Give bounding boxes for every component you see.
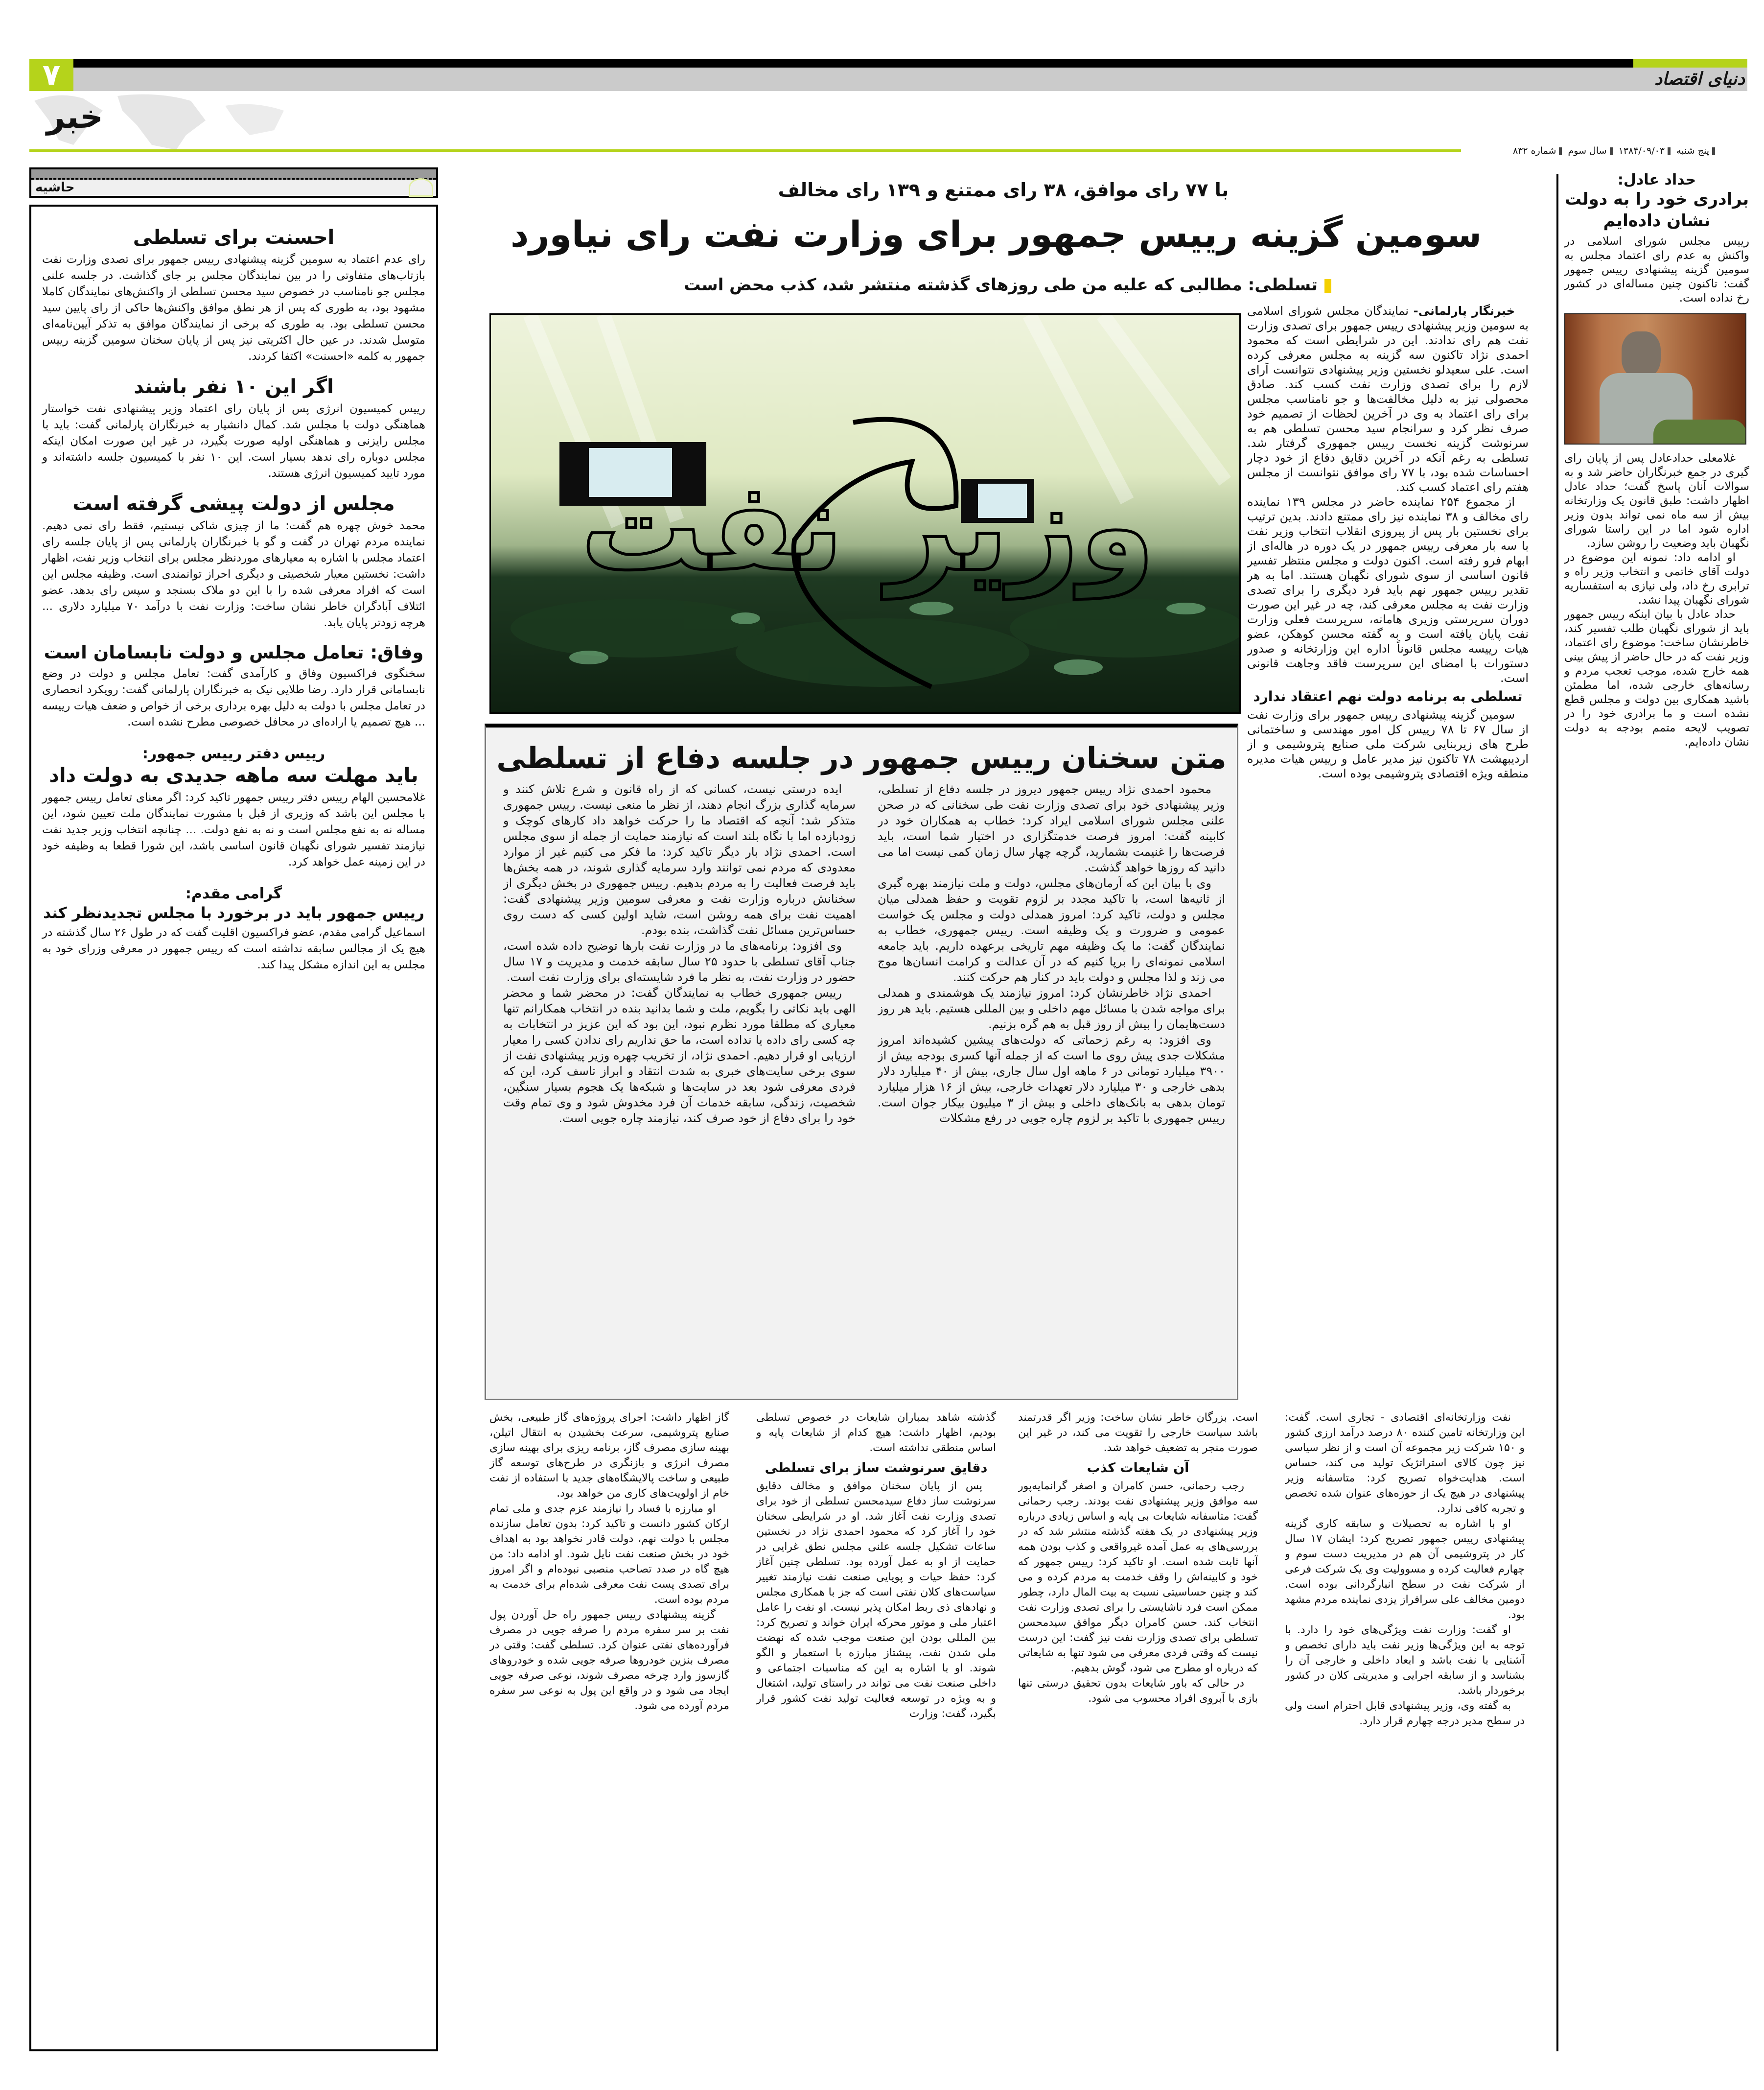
speech-paragraph: رییس جمهوری خطاب به نمایندگان گفت: در محضر شما و محضر الهی باید نکاتی را بگویم، ملت و شما بدانید بنده در انتخاب همکارانم تنها معیاری که مطلقا مورد نظرم نبود، این بود که این عزیز در انتخابات به چه کسی رای داده یا نداده است، ما حق نداریم رای ندادن کسی را معیار ارزیابی او قرار دهیم. احمدی نژاد، از تخریب چهره وزیر پیشنهادی نفت از سوی برخی سایت‌های خبری به شدت انتقاد و ابراز تاسف کرد، این که فردی معرفی شود بعد در سایت‌ها و شبکه‌ها یک هجوم بسیار سنگین، شخصیت، زندگی، سابقه خدمات آن فرد مخدوش شود و وی تمام وقت خود را برای دفاع از خود صرف کند، نیازمند چاره جویی است. — [503, 986, 856, 1125]
note-title: اگر این ۱۰ نفر باشند — [134, 376, 334, 398]
main-article-column — [1247, 304, 1529, 1400]
volume: سال سوم — [1568, 145, 1607, 156]
story-title: برادری خود را به دولت نشان داده‌ایم — [1564, 189, 1749, 231]
note-kicker: رییس دفتر رییس جمهور: — [142, 745, 325, 762]
right-sidebar-story — [1564, 171, 1749, 2051]
story-paragraph: حداد عادل با بیان اینکه رییس جمهور باید از شورای نگهبان طلب تفسیر کند، خاطرنشان ساخت: موضوع رای اعتماد، وزیر نفت که در حال حاضر از پیش بینی همه خارج شده، موجب تعجب مردم و رسانه‌های خارجی شده، اما مطمئن باشید همکاری بین دولت و مجلس قطع نشده است و ما برادری خود را در تصویب لایحه متمم بودجه به دولت نشان داده‌ایم. — [1564, 608, 1749, 749]
article-paragraph: است. بزرگان خاطر نشان ساخت: وزیر اگر قدرتمند باشد سیاست خارجی را تقویت می کند، در غیر این صورت منجر به تضعیف خواهد شد. — [1018, 1411, 1258, 1454]
dateline — [1463, 144, 1718, 158]
subhead-text: تسلطی: مطالبی که علیه من طی روزهای گذشته منتشر شد، کذب محض است — [684, 275, 1318, 295]
article-paragraph: سومین گزینه پیشنهادی رییس جمهور برای وزارت نفت از سال ۶۷ تا ۷۸ رییس کل امور مهندسی و ساختمانی طرح های زیربنایی شرکت ملی صنایع پتروشیمی و از اردیبهشت ۷۸ تاکنون نیز مدیر عامل و رییس هیات مدیره منطقه ویژه اقتصادی پتروشیمی بوده است. — [1247, 708, 1529, 780]
note-title: وفاق: تعامل مجلس و دولت نابسامان است — [44, 642, 424, 663]
story-intro: رییس مجلس شورای اسلامی در واکنش به عدم رای اعتماد مجلس به سومین گزینه پیشنهادی رییس جمهور گفت: تاکنون چنین مساله‌ای در کشور رخ نداده است. — [1564, 235, 1749, 305]
page-number: ۷ — [29, 59, 73, 91]
note-text: اسماعیل گرامی مقدم، عضو فراکسیون اقلیت گفت که در طول ۲۶ سال گذشته در هیچ یک از مجالس سابقه نداشته است که رییس جمهور در معرفی وزرای خود به مجلس به این اندازه مشکل پیدا کند. — [42, 926, 426, 971]
date-day: پنج شنبه — [1676, 145, 1709, 156]
lower-column-2 — [1018, 1410, 1258, 2051]
speech-box-title: متن سخنان رییس جمهور در جلسه دفاع از تسلطی — [496, 741, 1227, 775]
section-title: خبر — [46, 98, 103, 136]
note-title: باید مهلت سه ماهه جدیدی به دولت داد — [49, 764, 418, 787]
article-subheading: دقایق سرنوشت ساز برای تسلطی — [765, 1460, 988, 1476]
article-paragraph: گذشته شاهد بمباران شایعات در خصوص تسلطی بودیم، اظهار داشت: هیچ کدام از شایعات پایه و اساس منطقی نداشته است. — [756, 1411, 996, 1454]
lower-column-4 — [489, 1410, 729, 2051]
note-text: غلامحسین الهام رییس دفتر رییس جمهور تاکید کرد: اگر معنای تعامل رییس جمهور با مجلس این باشد که وزیری از قبل با مشورت نمایندگان ملت تعیین شود، این مساله نه به نفع مجلس است و نه به نفع دولت. ... چنانچه انتخاب وزیر جدید نفت نیازمند تفسیر شورای نگهبان قانون اساسی باشد، این شورا قطعا به وظیفه خود در این زمینه عمل خواهد کرد. — [42, 791, 425, 869]
story-kicker: حداد عادل: — [1617, 171, 1696, 188]
header-bar — [73, 59, 1633, 68]
speech-paragraph: محمود احمدی نژاد رییس جمهور دیروز در جلسه دفاع از تسلطی، وزیر پیشنهادی خود برای تصدی وزارت نفت طی سخنانی که در صحن علنی مجلس شورای اسلامی ایراد کرد: خطاب به همکاران خود در کابینه گفت: امروز فرصت خدمتگزاری در اختیار شما است، باید فرصت‌ها را غنیمت بشمارید، گرچه چهار سال زمان کمی نیست اما می دانید که روزها خواهد گذشت. — [878, 782, 1225, 874]
article-paragraph: او گفت: وزارت نفت ویژگی‌های خود را دارد. با توجه به این ویژگی‌ها وزیر نفت باید دارای تخصص و آشنایی با نفت باشد و ابعاد داخلی و خارجی آن را بشناسد و از سابقه اجرایی و مدیریتی کلان در کشور برخوردار باشد. — [1285, 1624, 1525, 1697]
lower-column-1 — [1285, 1410, 1525, 2051]
headline-kicker: با ۷۷ رای موافق، ۳۸ رای ممتنع و ۱۳۹ رای مخالف — [778, 179, 1229, 201]
article-paragraph: نمایندگان مجلس شورای اسلامی به سومین وزیر پیشنهادی رییس جمهور برای تصدی وزارت نفت هم رای ندادند. این در شرایطی است که محمود احمدی نژاد تاکنون سه گزینه به مجلس معرفی کرده است. علی سعیدلو نخستین وزیر پیشنهادی نتوانست آرای لازم را برای تصدی وزارت نفت کسب کند. صادق محصولی نیز به دلیل مخالفت‌ها و جو نامناسب مجلس برای رای اعتماد به وی در آخرین لحظات از تصمیم خود صرف نظر کرد و سرانجام سید محسن تسلطی هم به سرنوشت گزینه نخست رییس جمهوری گرفتار شد. تسلطی به رغم آنکه در آخرین دقایق دفاع از خود دچار احساسات شده بود، با ۷۷ رای موافق نتوانست از مجلس هفتم رای اعتماد کسب کند. — [1247, 304, 1529, 494]
note-text: رییس کمیسیون انرژی پس از پایان رای اعتماد وزیر پیشنهادی نفت خواستار هماهنگی دولت با مجلس شد. کمال دانشیار به خبرنگاران پارلمانی گفت: باید با مجلس رایزنی و هماهنگی اولیه صورت بگیرد، در غیر این صورت امکان اینکه مجلس دوباره رای ندهد بسیار است. این ۱۰ نفر با کمیسیون جلسه داشته‌اند و مورد تایید کمیسیون انرژی هستند. — [42, 402, 426, 480]
note-kicker: گرامی مقدم: — [185, 885, 282, 902]
speech-box — [485, 724, 1238, 1400]
photo-lettering: وزیر نفت — [580, 456, 1156, 598]
lower-column-3 — [756, 1410, 996, 2051]
article-paragraph: او با اشاره به تحصیلات و سابقه کاری گزینه پیشنهادی رییس جمهور تصریح کرد: ایشان ۱۷ سال کار در پتروشیمی آن هم در مدیریت دست سوم و چهارم فعالیت کرده و مسوولیت وی یک شرکت فرعی از شرکت نفت در سطح انبارگردانی بوده است. دومین مخالف علی سرافراز یزدی نماینده مردم مشهد بود. — [1285, 1518, 1525, 1621]
note-title: مجلس از دولت پیشی گرفته است — [72, 493, 395, 515]
byline: خبرنگار پارلمانی- — [1413, 304, 1515, 318]
speech-column-left — [503, 781, 856, 1393]
story-paragraph: غلامعلی حدادعادل پس از پایان رای گیری در جمع خبرنگاران حاضر شد و به سوالات آنان پاسخ گفت؛ حداد عادل اظهار داشت: طبق قانون یک وزارتخانه بیش از سه ماه نمی تواند بدون وزیر اداره شود اما در این راستا شورای نگهبان باید وضعیت را روشن سازد. — [1564, 452, 1749, 550]
article-paragraph: نفت وزارتخانه‌ای اقتصادی - تجاری است. گفت: این وزارتخانه تامین کننده ۸۰ درصد درآمد ارزی کشور و ۱۵۰ شرکت زیر مجموعه آن است و از نظر سیاسی نیز چون کالای استراتژیک تولید می کند، حساس است. هدایت‌خواه تصریح کرد: متاسفانه وزیر پیشنهادی در هیچ یک از حوزه‌های عنوان شده تخصص و تجربه کافی ندارد. — [1285, 1411, 1525, 1515]
main-photo — [489, 313, 1241, 714]
note-text: محمد خوش چهره هم گفت: ما از چیزی شاکی نیستیم، فقط رای نمی دهیم. نماینده مردم تهران در گفت و گو با خبرنگاران پارلمانی پس از پایان جلسه رای اعتماد مجلس با اشاره به معیارهای موردنظر مجلس برای انتخاب وزیر نفت، اظهار داشت: نخستین معیار شخصیتی و دیگری احراز توانمندی است. وظیفه مجلس این است که افراد معرفی شده را با این دو ملاک بسنجد و سپس رای بدهد. عضو ائتلاف آبادگران خاطر نشان ساخت: وزارت نفت با درآمد ۷۰ میلیارد دلاری ... هرچه زودتر پایان یابد. — [42, 519, 425, 629]
story-paragraph: او ادامه داد: نمونه این موضوع در دولت آقای خاتمی و انتخاب وزیر راه و ترابری رخ داد، ولی نیازی به استفساریه شورای نگهبان پیدا نشد. — [1564, 551, 1749, 607]
column-divider — [1556, 174, 1558, 2051]
article-paragraph: گاز اظهار داشت: اجرای پروژه‌های گاز طبیعی، بخش صنایع پتروشیمی، سرعت بخشیدن به انتقال اتیلن، بهینه سازی مصرف گاز، برنامه ریزی برای بهینه سازی مصرف انرژی و بازنگری در طرح‌های توسعه گاز طبیعی و ساخت پالایشگاه‌های جدید با استفاده از نفت خام از اولویت‌های کاری من خواهد بود. — [489, 1411, 729, 1500]
article-paragraph: گزینه پیشنهادی رییس جمهور راه حل آوردن پول نفت بر سر سفره مردم را صرفه جویی در مصرف فرآورده‌های نفتی عنوان کرد. تسلطی گفت: وقتی در مصرف بنزین خودروها صرفه جویی شده و خودروهای گازسوز وارد چرخه مصرف شوند، نوعی صرفه جویی ایجاد می شود و در واقع این پول به نوعی سر سفره مردم آورده می شود. — [489, 1609, 729, 1712]
date-value: ۱۳۸۴/۰۹/۰۳ — [1618, 145, 1665, 156]
note-text: سخنگوی فراکسیون وفاق و کارآمدی گفت: تعامل مجلس و دولت در وضع نابسامانی قرار دارد. رضا طلایی نیک به خبرنگاران پارلمانی گفت: رویکرد انحصاری در تعامل مجلس با دولت به دلیل بهره برداری برخی از خواص و ضعف هیات رییسه ... هیچ تصمیم یا اراده‌ای در محافل خصوصی مطرح نشده است. — [42, 667, 425, 728]
speaker-photo — [1564, 313, 1746, 445]
note-text: رای عدم اعتماد به سومین گزینه پیشنهادی رییس جمهور برای تصدی وزارت نفت بازتاب‌های متفاوتی را در بین نمایندگان مجلس بر جای گذاشت. در جلسه علنی مجلس جو نامناسب در خصوص سید محسن تسلطی از واکنش‌های نمایندگان کاملا مشهود بود، به طوری که پس از هر نطق موافق واکنش‌ها حاکی از رای پایین سید محسن تسلطی بود. به طوری که برخی از نمایندگان موافق به تذکر آیین‌نامه‌ای متوسل شدند. در عین حال اکثریتی نیز پس از پایان سخنان سومین گزینه رییس جمهور به کلمه «احسنت» اکتفا کردند. — [42, 253, 425, 363]
sidebar-label-box — [29, 167, 438, 198]
article-paragraph: پس از پایان سخنان موافق و مخالف دقایق سرنوشت ساز دفاع سیدمحسن تسلطی از خود برای تصدی وزارت نفت آغاز شد. او در شرایطی سخنان خود را آغاز کرد که محمود احمدی نژاد در نخستین ساعات تشکیل جلسه علنی مجلس نطق غرایی در حمایت از او به عمل آورده بود. تسلطی چنین آغاز کرد: حفظ حیات و پویایی صنعت نفت نیازمند تغییر سیاست‌های کلان نفتی است که جز با همکاری مجلس و نهادهای ذی ربط امکان پذیر نیست. او نفت را عامل اعتبار ملی و موتور محرکه ایران خواند و تصریح کرد: بین المللی بودن این صنعت موجب شده که نهضت ملی شدن نفت، پیشتاز مبارزه با استعمار و الگو شوند. او با اشاره به این که مناسبات اجتماعی و داخلی صنعت نفت می تواند در راستای تولید، اشتغال و به ویژه در توسعه فعالیت تولید نفت کشور قرار بگیرد، گفت: وزارت — [756, 1480, 996, 1720]
speech-paragraph: احمدی نژاد خاطرنشان کرد: امروز نیازمند یک هوشمندی و همدلی برای مواجه شدن با مسائل مهم داخلی و بین المللی هستیم. باید هر روز دست‌هایمان را بیش از روز قبل به هم گره بزنیم. — [878, 986, 1225, 1031]
speech-paragraph: وی افزود: به رغم زحماتی که دولت‌های پیشین کشیده‌اند امروز مشکلات جدی پیش روی ما است که از جمله آنها کسری بودجه بیش از ۳۹۰۰ میلیارد تومانی در ۶ ماهه اول سال جاری، بیش از ۴۰ میلیارد دلار بدهی خارجی و ۳۰ میلیارد دلار تعهدات خارجی، بیش از ۱۶ هزار میلیارد تومان بدهی به بانک‌های داخلی و بیش از ۳ میلیون بیکار جوان است. رییس جمهوری با تاکید بر لزوم چاره جویی در رفع مشکلات — [878, 1033, 1225, 1125]
article-paragraph: او مبارزه با فساد را نیازمند عزم جدی و ملی تمام ارکان کشور دانست و تاکید کرد: بدون تعامل سازنده مجلس با دولت نهم، دولت قادر نخواهد بود به اهداف خود در بخش صنعت نفت نایل شود. او ادامه داد: من هیچ گاه در صدد تصاحب منصبی نبوده‌ام و اگر امروز برای تصدی پست نفت معرفی شده‌ام برای خدمت به مردم بوده است. — [489, 1503, 729, 1606]
article-paragraph: رجب رحمانی، حسن کامران و اصغر گرانمایه‌پور سه موافق وزیر پیشنهادی نفت بودند. رجب رحمانی گفت: متاسفانه شایعات بی پایه و اساس زیادی درباره وزیر پیشنهادی در یک هفته گذشته منتشر شد که در بررسی‌های به عمل آمده غیرواقعی و کذب بودن همه آنها ثابت شده است. او تاکید کرد: رییس جمهور که خود و کابینه‌اش را وقف خدمت به مردم کرده و می کند و چنین حساسیتی نسبت به بیت المال دارد، چطور ممکن است فرد ناشایستی را برای تصدی وزارت نفت انتخاب کند. حسن کامران دیگر موافق سیدمحسن تسلطی برای تصدی وزارت نفت نیز گفت: این درست نیست که وقتی فردی معرفی می شود تنها به شایعاتی که درباره او مطرح می شود، گوش بدهیم. — [1018, 1480, 1258, 1674]
sidebar-label: حاشیه — [35, 180, 75, 195]
article-subheading: تسلطی به برنامه دولت نهم اعتقاد ندارد — [1253, 688, 1523, 704]
main-headline: سومین گزینه رییس جمهور برای وزارت نفت رای نیاورد — [510, 214, 1482, 256]
note-title: رییس جمهور باید در برخورد با مجلس تجدیدنظر کند — [43, 904, 424, 922]
note-title: احسنت برای تسلطی — [133, 226, 335, 249]
sidebar-notes — [29, 205, 438, 2051]
header-band — [73, 68, 1747, 91]
photo-graphic — [491, 315, 1241, 714]
newspaper-logo: دنیای اقتصاد — [1654, 69, 1745, 89]
section-rule — [29, 149, 1461, 152]
main-subhead — [636, 275, 1331, 295]
speech-paragraph: وی با بیان این که آرمان‌های مجلس، دولت و ملت نیازمند بهره گیری از ثانیه‌ها است، با تاکید مجدد بر لزوم تقویت و حفظ همدلی میان مجلس و دولت، تاکید کرد: امروز همدلی دولت و مجلس یک خواست عمومی و ضرورت و یک وظیفه است. رییس جمهوری، خطاب به نمایندگان گفت: ما یک وظیفه مهم تاریخی برعهده داریم. باید جامعه اسلامی نمونه‌ای را برپا کنیم که در آن عدالت و کرامت انسان‌ها موج می زند و لذا مجلس و دولت باید در کنار هم حرکت کنند. — [878, 876, 1225, 984]
bullet-icon — [1324, 279, 1331, 293]
issue-number: شماره ۸۳۲ — [1512, 145, 1556, 156]
speech-paragraph: ایده درستی نیست، کسانی که از راه قانون و شرع تلاش کنند و سرمایه گذاری بزرگ انجام دهند، از نظر ما منعی نیست. رییس جمهوری متذکر شد: آنچه که اقتصاد ما را حرکت خواهد داد کارهای کوچک و زودبازده اما با نگاه بلند است که نیازمند حمایت از جمله از سوی مجلس است. احمدی نژاد بار دیگر تاکید کرد: ما فکر می کنیم غیر از موارد معدودی که مردم نمی توانند وارد سرمایه گذاری شوند، در همه بخش‌ها باید فرصت فعالیت را به مردم بدهیم. رییس جمهوری در بخش دیگری از سخنانش درباره وزارت نفت و معرفی سومین وزیر پیشنهادی گفت: اهمیت نفت برای همه روشن است، شاید اولین کسی که دست روی حساس‌ترین مسائل نفت گذاشت، بنده بودم. — [503, 782, 856, 937]
speech-column-right — [878, 781, 1225, 1393]
article-paragraph: در حالی که باور شایعات بدون تحقیق درستی تنها بازی با آبروی افراد محسوب می شود. — [1018, 1677, 1258, 1705]
article-subheading: آن شایعات کذب — [1087, 1460, 1189, 1476]
globe-icon — [409, 178, 433, 197]
speech-paragraph: وی افزود: برنامه‌های ما در وزارت نفت بارها توضیح داده شده است، جناب آقای تسلطی با حدود ۲۵ سال سابقه خدمت و مدیریت و ۱۷ سال حضور در وزارت نفت، به نظر ما فرد شایسته‌ای برای وزارت نفت است. — [503, 939, 856, 984]
article-paragraph: به گفته وی، وزیر پیشنهادی قابل احترام است ولی در سطح مدیر درجه چهارم قرار دارد. — [1285, 1700, 1525, 1727]
article-paragraph: از مجموع ۲۵۴ نماینده حاضر در مجلس ۱۳۹ نماینده رای مخالف و ۳۸ نماینده نیز رای ممتنع دادند. بدین ترتیب برای نخستین بار پس از پیروزی انقلاب انتخاب وزیر نفت با سه بار معرفی رییس جمهور در یک دوره در هاله‌ای از ابهام فرو رفته است. اکنون دولت و مجلس منتظر تفسیر قانون اساسی از سوی شورای نگهبان هستند. اما به هر تقدیر رییس جمهور نهم باید فرد دیگری را برای تصدی وزارت نفت به مجلس معرفی کند، چه در غیر این صورت دوران سرپرستی وزیری هامانه، سرپرست فعلی وزارت نفت پایان یافته است و به گفته محسن کوهکن، عضو هیات رییسه مجلس قانوناً اداره این وزارتخانه و صدور دستورات با امضای این سرپرست فاقد وجاهت قانونی است. — [1247, 495, 1529, 685]
